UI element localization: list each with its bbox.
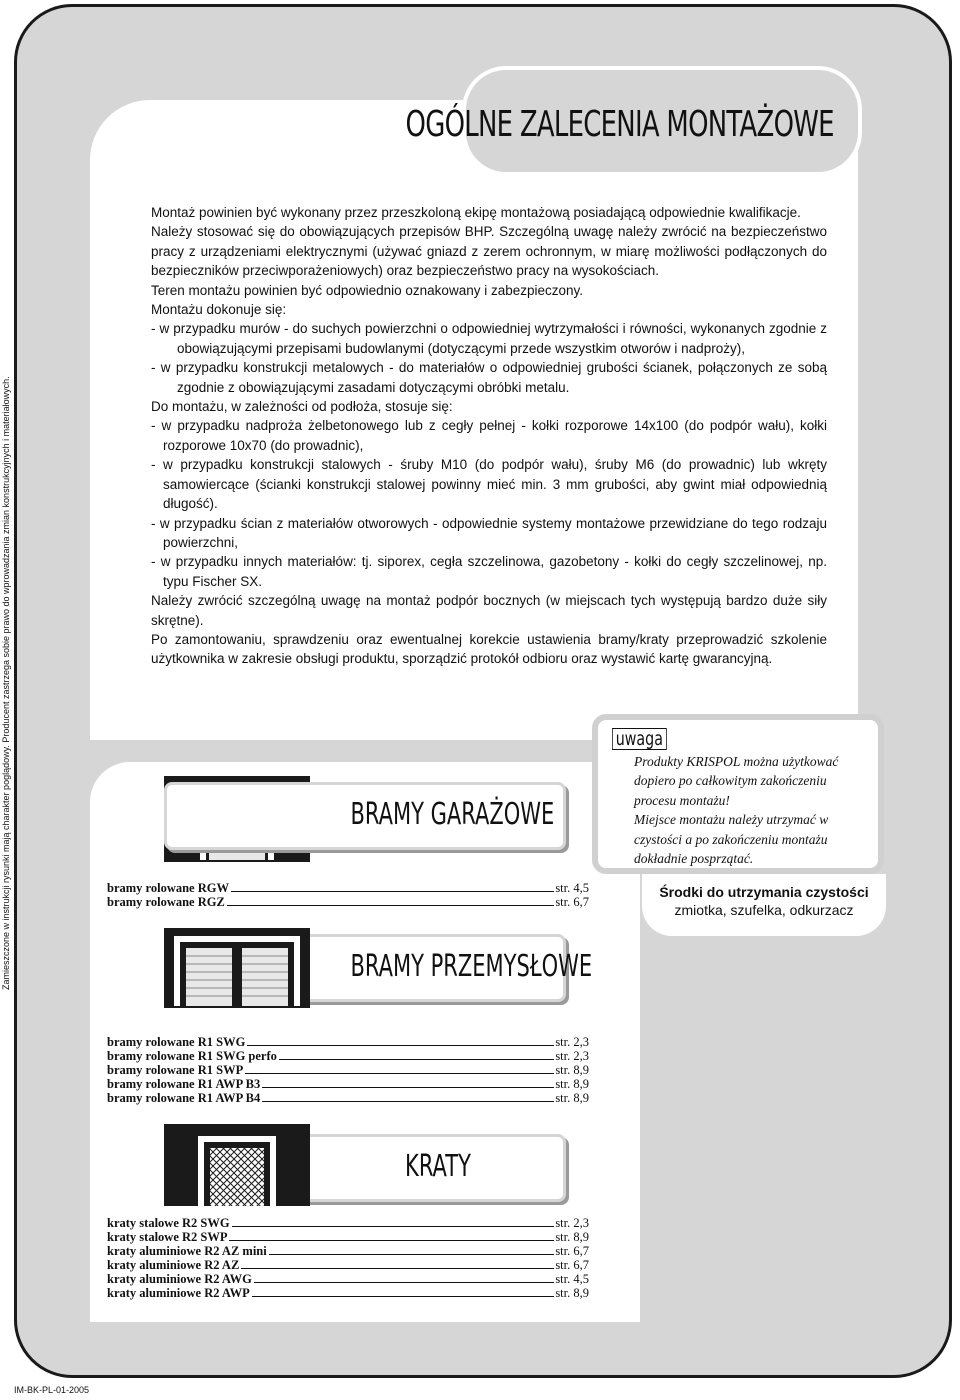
product-name: bramy rolowane R1 SWP [107,1063,244,1077]
installation-guidelines [151,203,827,669]
paragraph: Teren montażu powinien być odpowiednio oznakowany i zabezpieczony. [151,282,584,298]
paragraph: Należy stosować się do obowiązujących przepisów BHP. Szczególną uwagę należy zwrócić na bezpieczeństwo pracy z urządzeniami elektrycznymi (używać gniazd z zerem ochronnym, w miarę możliwości podłączonych do bezpieczników przeciwporażeniowych) oraz bezpieczeństwo pracy na wysokościach. [151,224,827,279]
category-box-garage [164,782,566,850]
list-item [107,1049,589,1063]
list-item [107,1077,589,1091]
category-title: BRAMY GARAŻOWE [350,797,555,832]
product-name: kraty aluminiowe R2 AZ mini [107,1244,267,1258]
list-item [107,1035,589,1049]
list-item [107,1216,589,1230]
cleaning-items: zmiotka, szufelka, odkurzacz [674,902,854,918]
list-item [107,1286,589,1300]
list-item [107,881,589,895]
page-ref: str. 8,9 [555,1286,589,1300]
warning-tag: uwaga [612,728,667,750]
page-title: OGÓLNE ZALECENIA MONTAŻOWE [405,104,834,145]
page-ref: str. 6,7 [555,1244,589,1258]
page-ref: str. 8,9 [555,1063,589,1077]
product-name: kraty aluminiowe R2 AWP [107,1286,250,1300]
product-name: kraty stalowe R2 SWP [107,1230,228,1244]
cleaning-heading: Środki do utrzymania czystości [659,884,869,900]
list-item [107,1063,589,1077]
product-name: kraty aluminiowe R2 AWG [107,1272,252,1286]
paragraph: Montaż powinien być wykonany przez przeszkoloną ekipę montażową posiadającą odpowiednie kwalifikacje. [151,205,801,220]
list-item [107,1258,589,1272]
list-item: - w przypadku nadproża żelbetonowego lub z cegły pełnej - kołki rozporowe 14x100 (do podpór wału), kołki rozporowe 10x70 (do prowadnic), [151,418,827,453]
product-name: bramy rolowane RGW [107,881,229,895]
product-name: bramy rolowane R1 AWP B4 [107,1091,261,1105]
warning-text [634,752,860,868]
category-title: BRAMY PRZEMYSŁOWE [350,949,593,984]
cleaning-supplies [642,874,886,936]
product-list-industrial [107,1035,589,1105]
list-item: - w przypadku ścian z materiałów otworowych - odpowiednie systemy montażowe przewidziane do tego rodzaju powierzchni, [151,515,827,550]
title-tab [405,66,862,176]
product-list-garage [107,881,589,909]
list-item: - w przypadku murów - do suchych powierzchni o odpowiedniej wytrzymałości i równości, wykonanych zgodnie z obowiązującymi przepisami budowlanymi (dotyczącymi przede wszystkim otworów i nadproży), [151,321,827,356]
paragraph: Po zamontowaniu, sprawdzeniu oraz ewentualnej korekcie ustawienia bramy/kraty przeprowadzić szkolenie użytkownika w zakresie obsługi produktu, sporządzić protokół odbioru oraz wystawić kartę gwarancyjną. [151,631,827,667]
page-ref: str. 2,3 [555,1035,589,1049]
paragraph: Do montażu, w zależności od podłoża, stosuje się: [151,399,453,415]
product-name: bramy rolowane RGZ [107,895,225,909]
list-item [107,1091,589,1105]
list-item: - w przypadku konstrukcji metalowych - do materiałów o odpowiedniej grubości ścianek, połączonych ze sobą zgodnie z obowiązującymi zasadami dotyczącymi obróbki metalu. [151,360,827,395]
list-item: - w przypadku konstrukcji stalowych - śruby M10 (do podpór wału), śruby M6 (do prowadnic) lub wkręty samowiercące (ścianki konstrukcji stalowej powinny mieć min. 3 mm grubości, aby gwint miał odpowiednią długość). [151,457,827,512]
warning-line: Miejsce montażu należy utrzymać w czystości a po zakończeniu montażu dokładnie posprzątać. [634,812,829,867]
list-item [107,1272,589,1286]
list-item: - w przypadku innych materiałów: tj. siporex, cegła szczelinowa, gazobetony - kołki do cegły szczelinowej, np. typu Fischer SX. [151,554,827,589]
paragraph: Należy zwrócić szczególną uwagę na montaż podpór bocznych (w miejscach tych występują bardzo duże siły skrętne). [151,593,827,628]
product-name: bramy rolowane R1 SWG perfo [107,1049,277,1063]
product-name: kraty stalowe R2 SWG [107,1216,230,1230]
product-list-grilles [107,1216,589,1300]
product-name: kraty aluminiowe R2 AZ [107,1258,240,1272]
page-ref: str. 8,9 [555,1230,589,1244]
page-ref: str. 6,7 [555,895,589,909]
industrial-door-icon [164,928,310,1008]
disclaimer-side-note: Zamieszczone w instrukcji rysunki mają charakter poglądowy. Producent zastrzega sobie prawo do wprowadzania zmian konstrukcyjnych i materiałowych. [1,376,11,990]
paragraph: Montażu dokonuje się: [151,302,287,318]
page-ref: str. 8,9 [555,1077,589,1091]
page-ref: str. 6,7 [555,1258,589,1272]
category-title: KRATY [405,1149,471,1184]
list-item [107,1244,589,1258]
page-ref: str. 2,3 [555,1216,589,1230]
list-item [107,895,589,909]
list-item [107,1230,589,1244]
page-ref: str. 2,3 [555,1049,589,1063]
document-code: IM-BK-PL-01-2005 [14,1385,90,1395]
page-ref: str. 4,5 [555,881,589,895]
warning-line: Produkty KRISPOL można użytkować dopiero po całkowitym zakończeniu procesu montażu! [634,754,839,808]
product-name: bramy rolowane R1 SWG [107,1035,246,1049]
page-ref: str. 8,9 [555,1091,589,1105]
warning-note [592,714,884,874]
product-name: bramy rolowane R1 AWP B3 [107,1077,261,1091]
grille-icon [164,1124,310,1206]
page-ref: str. 4,5 [555,1272,589,1286]
